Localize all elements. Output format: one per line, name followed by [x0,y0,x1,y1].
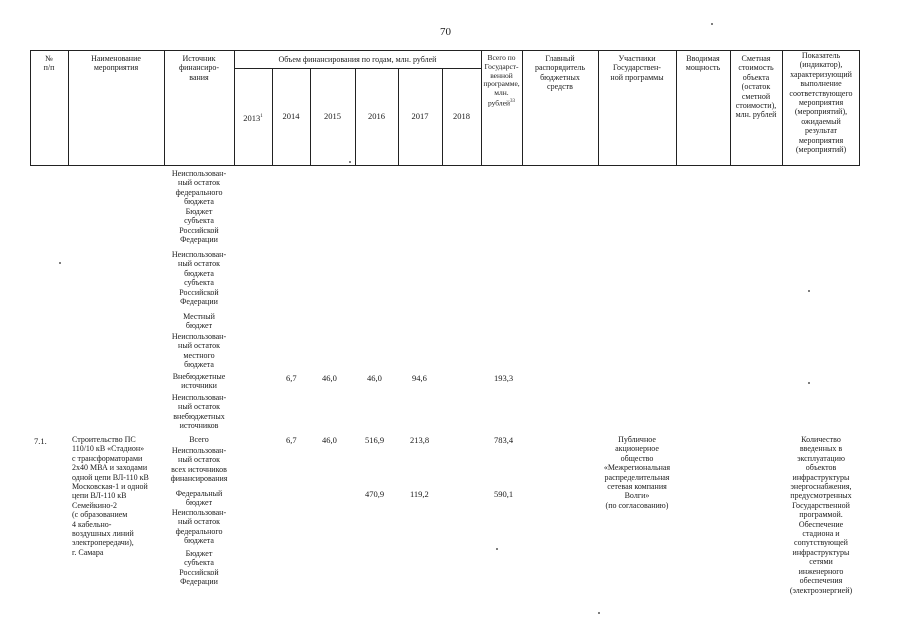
header-manager: Главный распорядитель бюджетных средств [534,54,586,92]
year-2017: 2017 [411,111,429,121]
header-name: Наименование мероприятия [91,54,141,73]
source-label: Внебюджетные источники [172,372,226,391]
header-funding: Объем финансирования по годам, млн. рублей [278,55,437,64]
source-label: Неиспользован- ный остаток местного бюджета [171,332,227,370]
source-label: Местный бюджет [183,312,215,331]
year-2014: 2014 [282,111,300,121]
source-label: Неиспользован- ный остаток бюджета субъекта Российской Федерации [171,250,227,307]
value-2017: 94,6 [412,373,427,383]
header-source: Источник финансиро- вания [178,54,220,82]
value-2017: 213,8 [410,435,430,445]
value-2016: 46,0 [367,373,382,383]
header-capacity: Вводимая мощность [685,54,721,73]
source-label: Бюджет субъекта Российской Федерации [179,549,219,587]
source-label: Всего [189,435,209,444]
year-2015: 2015 [324,111,341,121]
value-2015: 46,0 [322,373,337,383]
header-indicator: Показатель (индикатор), характеризующий выполнение соответствующего мероприятия (мероприятий), ожидаемый результат мероприятия (мероприятий) [789,51,853,155]
item-name: Строительство ПС 110/10 кВ «Стадион» с трансформаторами 2х40 МВА и заходами одной цепи ВЛ-110 кВ Московская-1 и одной цепи ВЛ-110 кВ Семейкино-2 (с образованием 4 кабельно- воздушных линий электропередачи), г. Самара [72,435,149,557]
scan-speck [349,161,351,163]
row-divider [234,68,481,69]
year-2016: 2016 [368,111,385,121]
item-participants: Публичное акционерное общество «Межрегиональная распределительная сетевая компания Волги» (по согласованию) [603,435,671,510]
value-2014: 6,7 [286,373,297,383]
source-label: Неиспользован- ный остаток всех источников финансирования [170,446,228,484]
scan-speck [808,290,810,292]
source-label: Бюджет субъекта Российской Федерации [179,207,219,245]
source-label: Неиспользован- ный остаток внебюджетных источников [171,393,227,431]
item-indicator: Количество введенных в эксплуатацию объектов инфраструктуры энергоснабжения, предусмотренных Государственной программой. Обеспечение стадиона и сопутствующей инфраструктуры сетями инженерного обеспечения (электроэнергией) [789,435,853,595]
value-2016: 470,9 [365,489,385,499]
value-2014: 6,7 [286,435,297,445]
year-2018: 2018 [453,111,470,121]
source-label: Неиспользован- ный остаток федерального бюджета [171,169,227,207]
scan-speck [59,262,61,264]
value-total: 783,4 [494,435,514,445]
header-num: № п/п [43,54,55,73]
page-number: 70 [440,26,451,38]
scan-speck [711,23,713,25]
value-total: 193,3 [494,373,514,383]
scan-speck [598,612,600,614]
scan-speck [808,382,810,384]
value-2016: 516,9 [365,435,385,445]
source-label: Неиспользован- ный остаток федерального бюджета [171,508,227,546]
source-label: Федеральный бюджет [175,489,223,508]
year-2013: 2013$^1$ [243,112,263,123]
header-participants: Участники Государствен- ной программы [610,54,664,82]
scan-speck [496,548,498,550]
value-total: 590,1 [494,489,514,499]
item-number: 7.1. [34,436,47,446]
value-2015: 46,0 [322,435,337,445]
header-estimate: Сметная стоимость объекта (остаток сметной стоимости), млн. рублей [735,54,777,120]
value-2017: 119,2 [410,489,429,499]
header-total: Всего по Государст- венной программе, млн. рублей$^{33}$ [483,53,520,108]
